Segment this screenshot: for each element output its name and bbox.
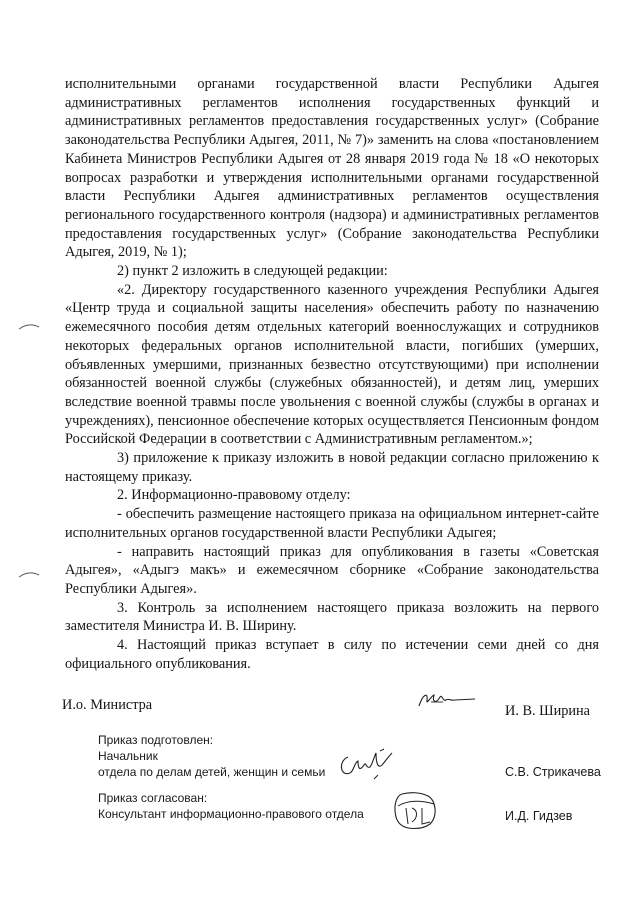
margin-punch-mark [18, 566, 40, 576]
paragraph-item-3: 3) приложение к приказу изложить в новой редакции согласно приложению к настоящему приказу. [65, 450, 599, 485]
minister-signature-image [415, 688, 477, 717]
agreed-signature-image [388, 786, 448, 839]
paragraph-section-3: 3. Контроль за исполнением настоящего приказа возложить на первого заместителя Министра И. В. Ширину. [65, 599, 599, 635]
prepared-name: С.В. Стрикачева [505, 765, 601, 779]
paragraph-continuation: исполнительными органами государственной власти Республики Адыгея административных регламентов исполнения государственных функций и административных регламентов предоставления государственных услуг» (Собрание законодательства Республики Адыгея, 2011, № 7)» заменить на слова «постановлением Кабинета Министров Республики Адыгея от 28 января 2019 года № 18 «О некоторых вопросах разработки и утверждения исполнительными органами государственной власти Республики Адыгея административных регламентов осуществления регионального государственного контроля (надзора) и административных регламентов предоставления государственных услуг» (Собрание законодательства Республики Адыгея, 2019, № 1); [65, 76, 599, 261]
prepared-header: Приказ подготовлен: [98, 733, 214, 747]
paragraph-dash-2: - направить настоящий приказ для опубликования в газеты «Советская Адыгея», «Адыгэ макъ» и ежемесячном сборнике «Собрание законодательства Республики Адыгея». [65, 543, 599, 597]
agreed-position: Консультант информационно-правового отдела [98, 807, 364, 821]
prepared-signature-image [336, 745, 406, 790]
prepared-position: Начальник [98, 749, 158, 763]
prepared-department: отдела по делам детей, женщин и семьи [98, 765, 326, 779]
paragraph-section-2: 2. Информационно-правовому отделу: [117, 487, 351, 504]
paragraph-quoted-item: «2. Директору государственного казенного учреждения Республики Адыгея «Центр труда и социальной защиты населения» обеспечить работу по назначению ежемесячного пособия детям отдельных категорий военнослужащих и сотрудников некоторых федеральных органов исполнительной власти, погибших (умерших, объявленных умершими, признанных безвестно отсутствующими) при исполнении обязанностей военной службы (служебных обязанностей), и детям лиц, умерших вследствие военной травмы после увольнения с военной службы (службы в органах и учреждениях), пенсионное обеспечение которых осуществляется Пенсионным фондом Российской Федерации в соответствии с Административным регламентом.»; [65, 281, 599, 448]
margin-punch-mark [18, 318, 40, 328]
paragraph-item-2: 2) пункт 2 изложить в следующей редакции: [117, 263, 388, 280]
signatory-name: И. В. Ширина [505, 703, 591, 719]
agreed-name: И.Д. Гидзев [505, 809, 573, 823]
prepared-block [98, 732, 325, 780]
signatory-title: И.о. Министра [62, 697, 153, 713]
agreed-header: Приказ согласован: [98, 791, 208, 805]
paragraph-section-4: 4. Настоящий приказ вступает в силу по истечении семи дней со дня официального опубликования. [65, 637, 599, 672]
agreed-block [98, 790, 364, 822]
document-body [65, 75, 599, 674]
paragraph-dash-1: - обеспечить размещение настоящего приказа на официальном интернет-сайте исполнительных органов государственной власти Республики Адыгея; [65, 506, 599, 541]
